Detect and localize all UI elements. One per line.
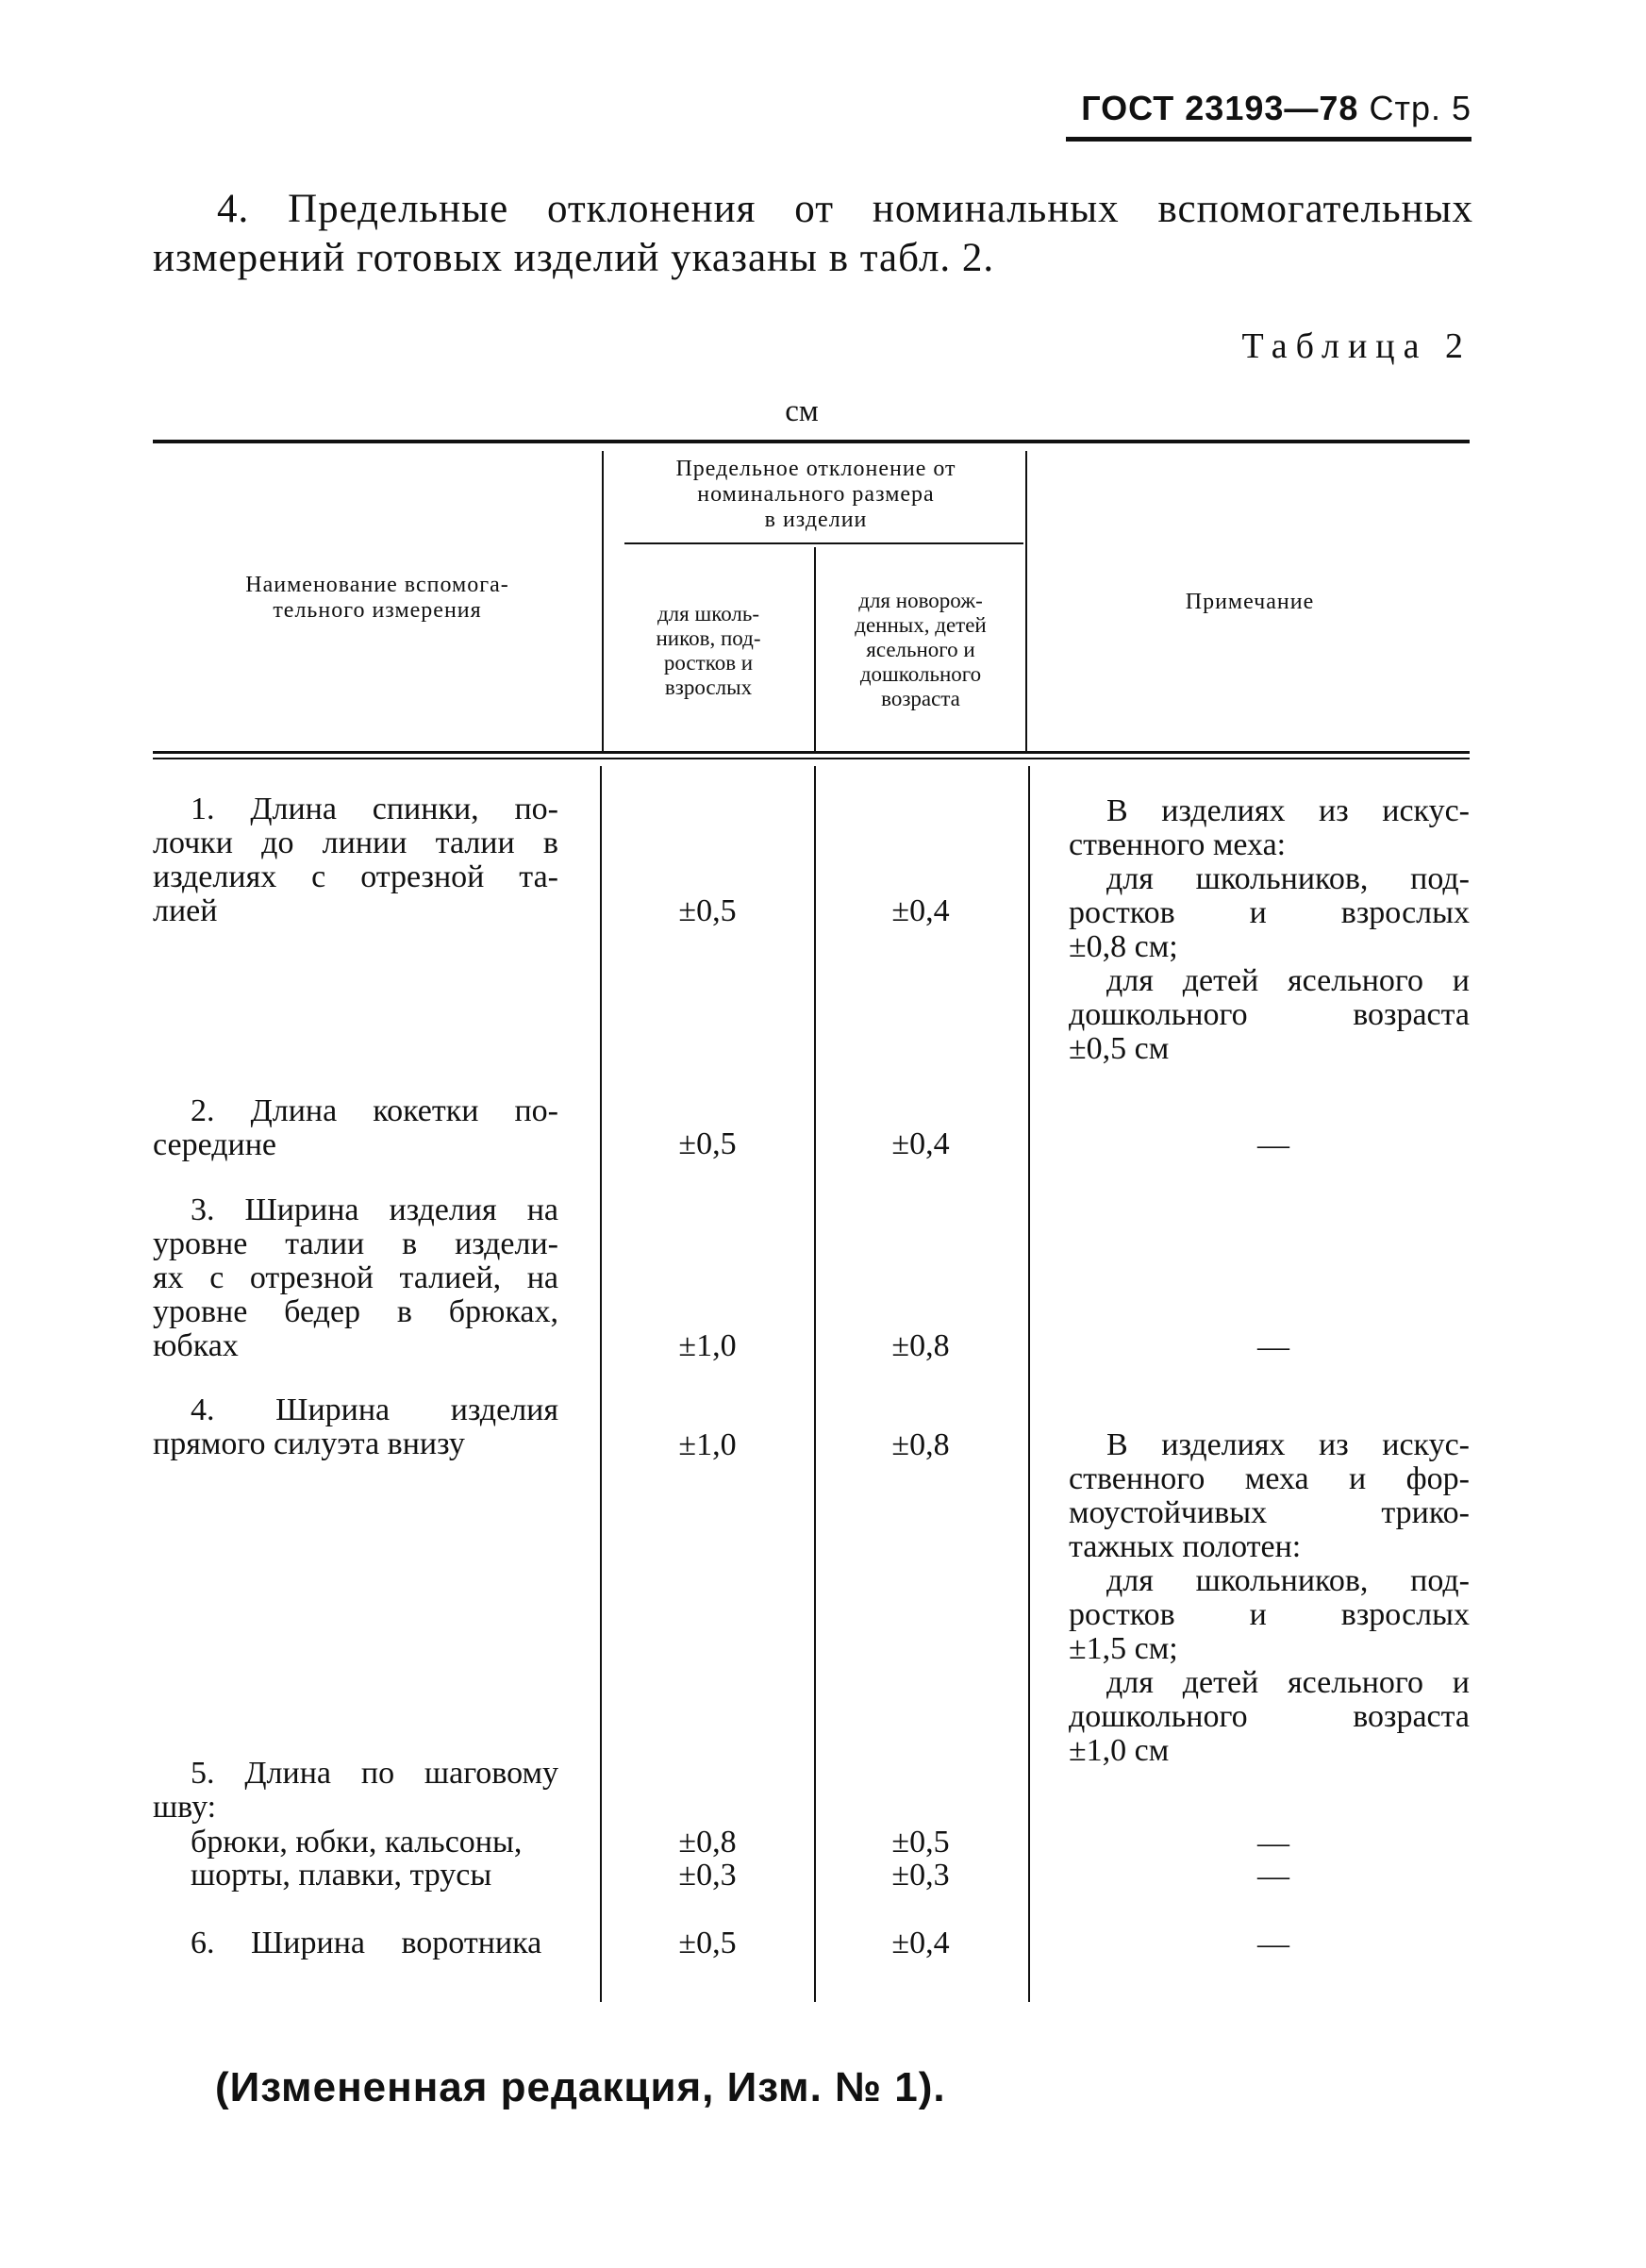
- table-row-5a-adults: ±0,8: [678, 1825, 737, 1859]
- table-row-6-adults: ±0,5: [678, 1926, 737, 1960]
- body-divider-2: [814, 766, 816, 2002]
- table-row-5a-note: —: [1257, 1826, 1289, 1860]
- column-divider-3: [1025, 451, 1027, 751]
- paragraph-line-1: 4. Предельные отклонения от номинальных вспомогательных: [217, 187, 1473, 231]
- table-row-4-name: 4. Ширина изделия прямого силуэта внизу: [153, 1392, 558, 1461]
- header-name: Наименование вспомога- тельного измерения: [245, 573, 509, 623]
- table-row-5b-children: ±0,3: [891, 1858, 950, 1893]
- table-row-5-name: 5. Длина по шаговому шву:: [153, 1756, 558, 1825]
- deviation-split-rule: [624, 542, 1023, 544]
- header-adults: для школь- ников, под- ростков и взрослых: [656, 602, 761, 699]
- table-title: Таблица 2: [1241, 326, 1471, 366]
- table-row-1-adults: ±0,5: [678, 893, 737, 928]
- body-divider-3: [1028, 766, 1030, 2002]
- table-row-1-children: ±0,4: [891, 893, 950, 928]
- page-header: [1066, 89, 1471, 128]
- table-row-6-children: ±0,4: [891, 1926, 950, 1960]
- table-row-3-children: ±0,8: [891, 1328, 950, 1363]
- header-bottom-rule-2: [153, 758, 1470, 759]
- table-row-5b-name: шорты, плавки, трусы: [191, 1858, 492, 1893]
- table-row-3-name: 3. Ширина изделия на уровне талии в издели- ях с отрезной талией, на уровне бедер в брюках, юбках: [153, 1192, 558, 1363]
- paragraph-line-2: измерений готовых изделий указаны в табл. 2.: [153, 236, 995, 280]
- header-deviation: Предельное отклонение от номинального размера в изделии: [675, 457, 956, 532]
- table-row-5a-children: ±0,5: [891, 1825, 950, 1859]
- table-row-1-note: В изделиях из искус- ственного меха: для школьников, под- ростков и взрослых ±0,8 см; для детей ясельного и дошкольного возраста ±0,5 см: [1069, 793, 1470, 1066]
- table-row-2-name: 2. Длина кокетки по- середине: [153, 1093, 558, 1162]
- table-row-3-adults: ±1,0: [678, 1328, 737, 1363]
- body-divider-1: [600, 766, 602, 2002]
- header-children: для новорож- денных, детей ясельного и дошкольного возраста: [855, 589, 987, 710]
- table-row-6-name: 6. Ширина воротника: [191, 1926, 542, 1960]
- table-row-5b-note: —: [1257, 1859, 1289, 1893]
- table-row-4-note: В изделиях из искус- ственного меха и фор- моустойчивых трико- тажных полотен: для школьников, под- ростков и взрослых ±1,5 см; для детей ясельного и дошкольного возраста ±1,0 см: [1069, 1427, 1470, 1768]
- table-row-5a-name: брюки, юбки, кальсоны,: [191, 1825, 523, 1859]
- table-row-3-note: —: [1257, 1329, 1289, 1364]
- table-row-5b-adults: ±0,3: [678, 1858, 737, 1893]
- table-row-2-adults: ±0,5: [678, 1126, 737, 1161]
- header-note: Примечание: [1185, 590, 1315, 614]
- amendment-note: (Измененная редакция, Изм. № 1).: [215, 2064, 946, 2110]
- column-divider-1: [602, 451, 604, 751]
- standard-number: ГОСТ 23193—78: [1081, 89, 1359, 127]
- table-row-2-children: ±0,4: [891, 1126, 950, 1161]
- intro-paragraph: [153, 185, 1473, 283]
- table-row-6-note: —: [1257, 1926, 1289, 1961]
- table-top-rule: [153, 440, 1470, 443]
- header-underline: [1066, 137, 1471, 142]
- header-bottom-rule: [153, 751, 1470, 754]
- table-row-4-adults: ±1,0: [678, 1427, 737, 1462]
- table-row-4-children: ±0,8: [891, 1427, 950, 1462]
- table-row-1-name: 1. Длина спинки, по- лочки до линии талии в изделиях с отрезной та- лией: [153, 792, 558, 928]
- page-number: Стр. 5: [1369, 89, 1471, 127]
- table-unit: см: [785, 394, 819, 428]
- table-row-2-note: —: [1257, 1127, 1289, 1162]
